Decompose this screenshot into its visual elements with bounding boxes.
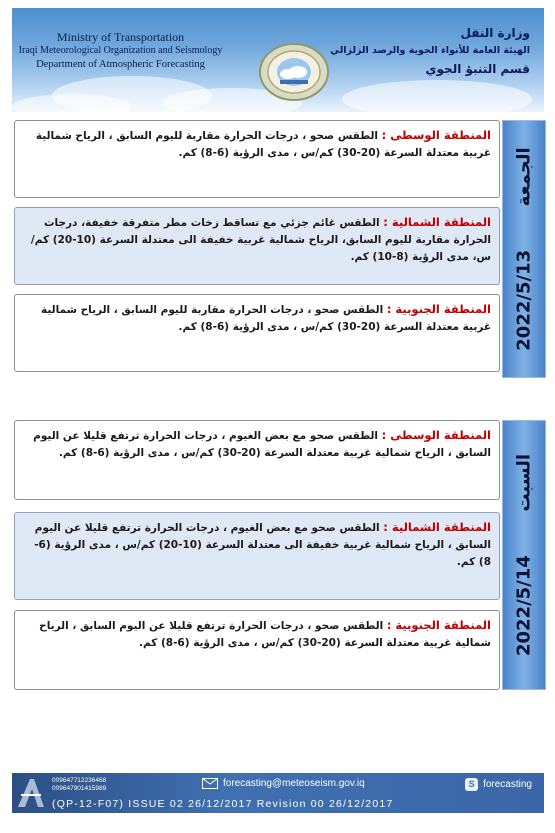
day-forecast-block bbox=[14, 420, 546, 690]
document-issue-line: (QP-12-F07) ISSUE 02 26/12/2017 Revision 00 26/12/2017 bbox=[52, 798, 394, 810]
ministry-name-en: Ministry of Transportation bbox=[56, 30, 185, 44]
english-title bbox=[18, 30, 223, 72]
region-forecast-central bbox=[14, 420, 500, 500]
organization-name-ar: الهيئة العامة للأنواء الجوية والرصد الزلزالي bbox=[330, 45, 530, 56]
department-name-ar: قسم التنبؤ الجوي bbox=[425, 62, 530, 76]
ministry-name-ar: وزارة النقل bbox=[460, 26, 530, 40]
region-name: المنطقة الشمالية : bbox=[383, 215, 491, 229]
region-forecast-north bbox=[14, 512, 500, 600]
contact-email bbox=[202, 778, 365, 789]
date-label bbox=[514, 454, 535, 656]
phone-numbers bbox=[52, 777, 106, 793]
department-name-en: Department of Atmospheric Forecasting bbox=[36, 59, 205, 70]
region-forecast-text: الطقس صحو ، درجات الحرارة ترتفع قليلا عن اليوم السابق ، الرياح شمالية غربية معتدلة السرعة (20-30) كم/س ، مدى الرؤية (6-8) كم. bbox=[39, 620, 491, 649]
organization-logo-icon bbox=[258, 42, 330, 102]
skype-icon: S bbox=[465, 778, 478, 791]
date-label bbox=[514, 147, 535, 350]
email-address[interactable]: forecasting@meteoseism.gov.iq bbox=[223, 778, 365, 789]
day-name: السبت bbox=[513, 453, 535, 512]
arabic-title bbox=[330, 24, 530, 78]
region-forecast-text: الطقس صحو ، درجات الحرارة مقاربة لليوم السابق ، الرياح شمالية غربية معتدلة السرعة (20-30) كم/س ، مدى الرؤية (6-8) كم. bbox=[35, 130, 491, 159]
region-forecast-text: الطقس صحو مع بعض الغيوم ، درجات الحرارة ترتفع قليلا عن اليوم السابق ، الرياح شمالية غربية معتدلة السرعة (20-30) كم/س ، مدى الرؤية (6-8) كم. bbox=[33, 430, 491, 459]
cloud-decoration bbox=[342, 80, 532, 112]
phone-number: 009647712236468 bbox=[52, 777, 107, 784]
region-name: المنطقة الشمالية : bbox=[383, 520, 491, 534]
region-forecast-south bbox=[14, 610, 500, 690]
region-forecast-south bbox=[14, 294, 500, 372]
region-forecast-north bbox=[14, 207, 500, 285]
mail-icon bbox=[202, 778, 218, 789]
page-header bbox=[12, 8, 544, 112]
date-tab bbox=[502, 120, 546, 378]
region-name: المنطقة الوسطى : bbox=[381, 128, 491, 142]
organization-mark-icon bbox=[16, 777, 46, 809]
organization-name-en: Iraqi Meteorological Organization and Seismology bbox=[18, 45, 223, 56]
region-forecast-text: الطقس غائم جزئي مع تساقط زخات مطر متفرقة خفيفة، درجات الحرارة مقاربة لليوم السابق، الرياح شمالية غربية خفيفة الى معتدلة السرعة (10-20) كم/س، مدى الرؤية (8-10) كم. bbox=[30, 217, 491, 263]
region-name: المنطقة الجنوبية : bbox=[386, 302, 491, 316]
phone-number: 009647901415989 bbox=[52, 785, 107, 792]
region-forecast-text: الطقس صحو ، درجات الحرارة مقاربة لليوم السابق ، الرياح شمالية غربية معتدلة السرعة (20-30) كم/س ، مدى الرؤية (6-8) كم. bbox=[41, 304, 491, 333]
forecast-date: 2022/5/14 bbox=[513, 555, 535, 657]
contact-skype bbox=[465, 778, 532, 791]
page-footer bbox=[12, 773, 544, 813]
region-name: المنطقة الجنوبية : bbox=[386, 618, 491, 632]
region-forecast-central bbox=[14, 120, 500, 198]
region-forecast-text: الطقس صحو مع بعض الغيوم ، درجات الحرارة ترتفع قليلا عن اليوم السابق ، الرياح شمالية غربية خفيفة الى معتدلة السرعة (10-20) كم/س ، مدى الرؤية (6-8) كم. bbox=[34, 522, 491, 568]
day-name: الجمعة bbox=[513, 147, 535, 207]
forecast-date: 2022/5/13 bbox=[513, 249, 535, 351]
date-tab bbox=[502, 420, 546, 690]
day-forecast-block bbox=[14, 120, 546, 378]
skype-handle[interactable]: forecasting bbox=[483, 779, 532, 790]
region-name: المنطقة الوسطى : bbox=[381, 428, 491, 442]
